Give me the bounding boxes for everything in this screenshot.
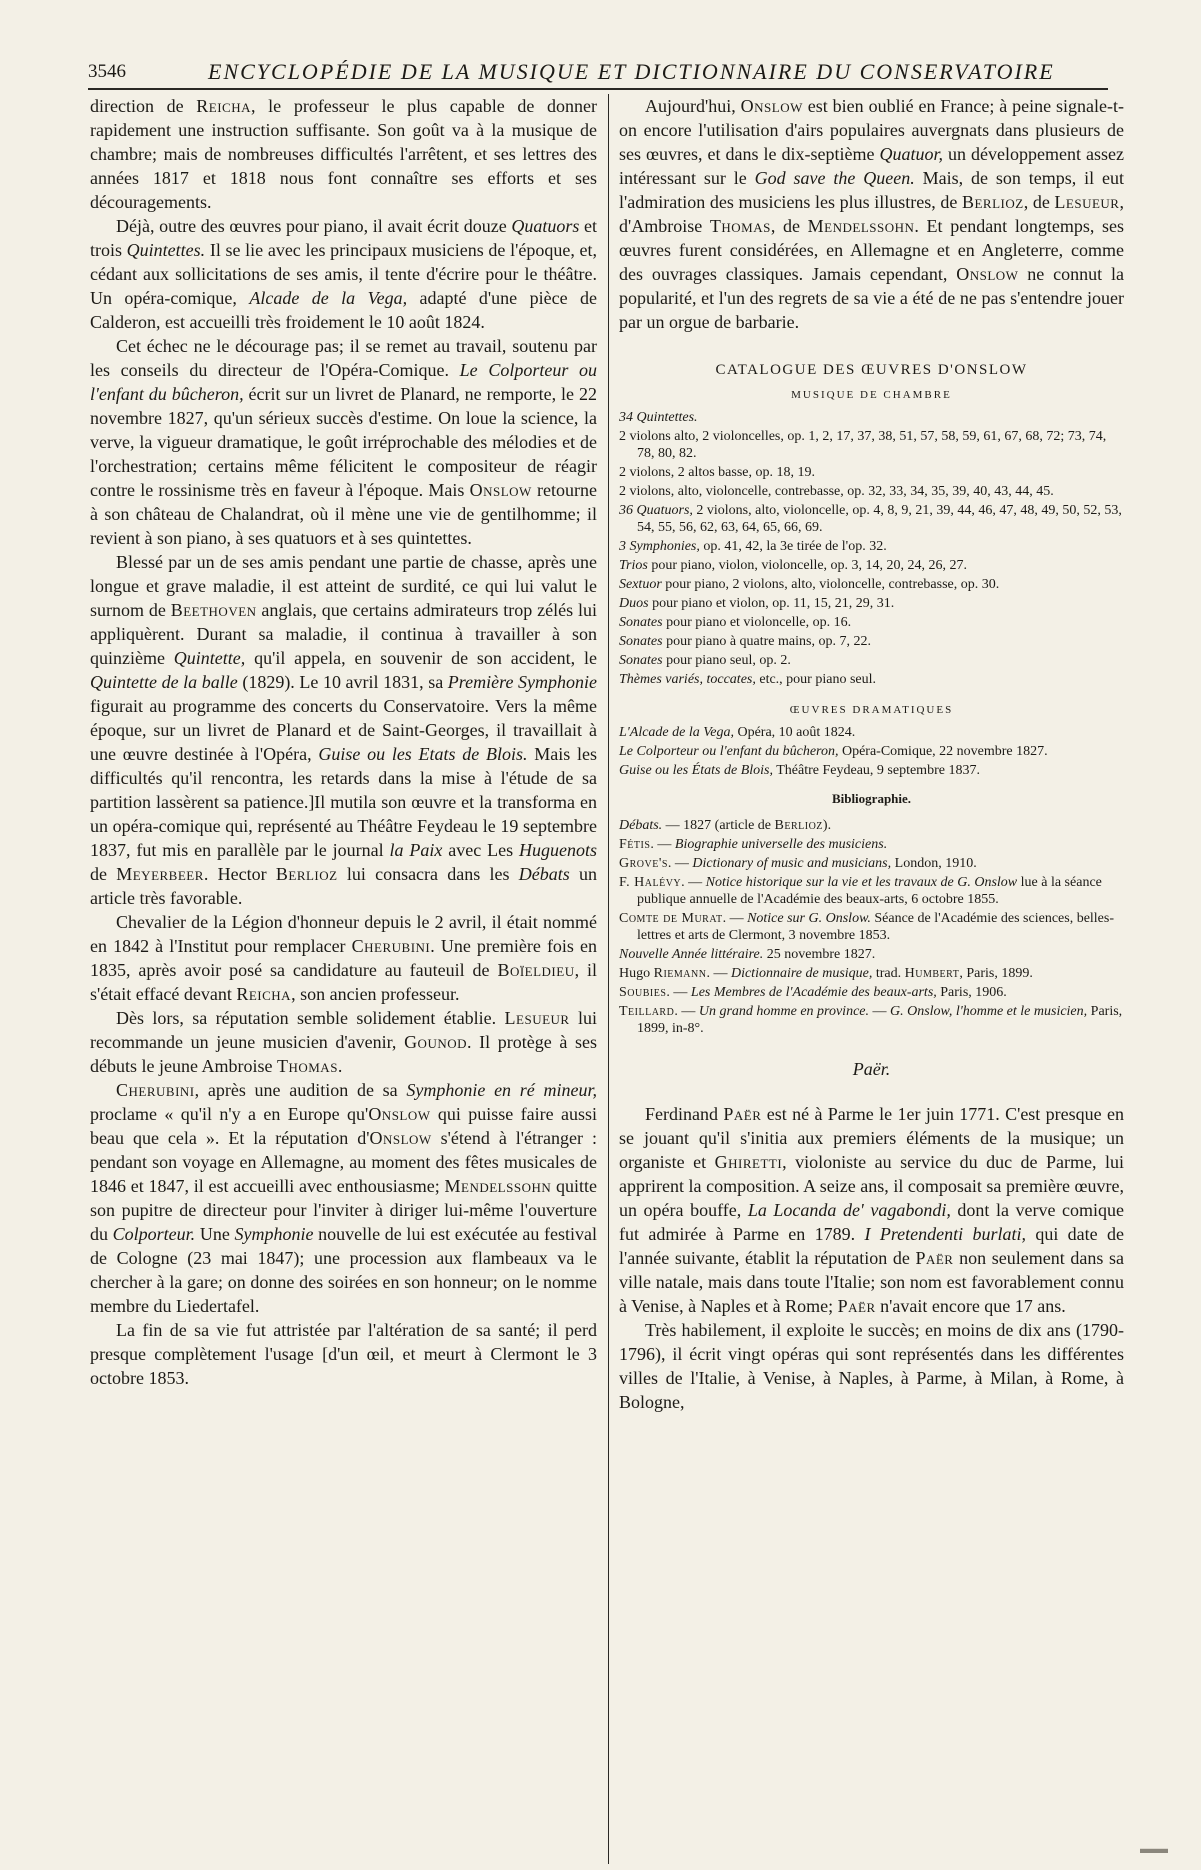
text-run: est né à Parme le 1er juin 1771. C'est presque en se jouant qu'il s'initia aux premiers éléments de la musique; un organiste et	[619, 1104, 1125, 1172]
text-run: Aujourd'hui,	[645, 96, 741, 116]
catalogue-item	[619, 483, 1124, 500]
italic-title: Colporteur.	[112, 1224, 196, 1244]
small-caps-name: Onslow	[368, 1104, 431, 1124]
italic-title: 34 Quintettes.	[619, 410, 698, 425]
catalogue-item	[619, 614, 1124, 631]
text-run: 2 violons, 2 altos basse, op. 18, 19.	[619, 465, 815, 480]
small-caps-name: Riemann	[653, 966, 707, 981]
body-paragraph	[90, 550, 597, 910]
text-run: 25 novembre 1827.	[763, 947, 876, 962]
text-run: écrit sur un livret de Planard, ne remporte, le 22 novembre 1827, qu'un sérieux succès d'estime. On loue la science, la verve, la vigueur dramatique, le goût irréprochable des mélodies et de l'orchestration; certains même félicitent le compositeur de réagir contre le rossinisme très en faveur à l'époque. Mais	[90, 384, 597, 500]
text-run: figurait au programme des concerts du Conservatoire. Vers la même époque, sur un livret de Planard et de Saint-Georges, il travaillait à une œuvre destinée à l'Opéra,	[90, 696, 597, 764]
small-caps-name: Berlioz	[774, 818, 823, 833]
small-caps-name: Fétis	[619, 837, 651, 852]
text-run: . —	[681, 875, 706, 890]
body-paragraph	[90, 94, 597, 214]
italic-title: Sonates	[619, 634, 663, 649]
text-run: Ferdinand	[645, 1104, 724, 1124]
text-run: qui puisse faire aussi beau que cela ». Et la réputation d'	[90, 1104, 598, 1148]
column-divider	[608, 94, 609, 1864]
small-caps-name: Thomas	[709, 216, 771, 236]
catalogue-item	[619, 724, 1124, 741]
text-run: quitte son pupitre de directeur pour l'inviter à diriger lui-même l'ouverture du	[90, 1176, 597, 1244]
text-run: proclame « qu'il n'y a en Europe qu'	[90, 1104, 369, 1124]
small-caps-name: Paër	[915, 1248, 954, 1268]
text-run: nouvelle de lui est exécutée au festival de Cologne (23 mai 1847); une procession aux flambeaux va le chercher à la gare; on donne des soirées en son honneur; on le nomme membre du Liedertafel.	[90, 1224, 597, 1316]
italic-title: Biographie universelle des musiciens.	[674, 837, 888, 852]
dramatic-works-heading: ŒUVRES DRAMATIQUES	[789, 704, 954, 716]
small-caps-name: Cherubini	[116, 1080, 195, 1100]
text-run: —	[869, 1004, 890, 1019]
text-run: , violoniste au service du duc de Parme, lui apprirent la composition. A seize ans, il composait sa première œuvre, un opéra bouffe,	[619, 1152, 1124, 1220]
italic-title: Dictionary of music and musicians,	[692, 856, 892, 871]
catalogue-item	[619, 633, 1124, 650]
small-caps-name: Thomas	[276, 1056, 338, 1076]
text-run: direction de	[90, 96, 197, 116]
body-paragraph	[619, 1318, 1124, 1414]
text-run: , de	[1023, 192, 1055, 212]
bibliography-item	[619, 1003, 1124, 1037]
text-run: Séance de l'Académie des sciences, belles-lettres et arts de Clermont, 3 novembre 1853.	[637, 911, 1115, 943]
text-run: pour piano, 2 violons, alto, violoncelle, contrebasse, op. 30.	[661, 577, 1000, 592]
body-paragraph	[90, 214, 597, 334]
text-run: etc., pour piano seul.	[755, 672, 876, 687]
italic-title: Dictionnaire de musique,	[730, 966, 873, 981]
small-caps-name: F. Halévy	[619, 875, 682, 890]
italic-title: Quatuor,	[879, 144, 944, 164]
italic-title: Débats	[518, 864, 570, 884]
catalogue-item	[619, 557, 1124, 574]
italic-title: Symphonie en ré mineur,	[406, 1080, 597, 1100]
paer-article	[619, 1102, 1124, 1414]
bibliography-list	[619, 817, 1124, 1037]
text-run: , le professeur le plus capable de donner rapidement une instruction suffisante. Son goût va à la musique de chambre; mais de nombreuses difficultés l'arrêtent, et ses lettres des années 1817 et 1818 nous font connaître ses efforts et ses découragements.	[90, 96, 597, 212]
italic-title: Sonates	[619, 653, 663, 668]
catalogue-item	[619, 595, 1124, 612]
text-run: , après une audition de sa	[194, 1080, 407, 1100]
small-caps-name: Berlioz	[275, 864, 338, 884]
small-caps-name: Ghiretti	[714, 1152, 783, 1172]
page-number: 3546	[88, 61, 126, 82]
italic-title: La Locanda de' vagabondi,	[747, 1200, 951, 1220]
text-run: ne connut la popularité, et l'un des regrets de sa vie a été de ne pas s'entendre jouer par un orgue de barbarie.	[619, 264, 1124, 332]
bibliography-heading: Bibliographie.	[831, 791, 912, 806]
text-run: 2 violons, alto, violoncelle, contrebasse, op. 32, 33, 34, 35, 39, 40, 43, 44, 45.	[619, 484, 1054, 499]
italic-title: Trios	[619, 558, 648, 573]
text-run: qu'il appela, en souvenir de son accident, le	[245, 648, 597, 668]
body-paragraph	[90, 1318, 597, 1390]
italic-title: 36 Quatuors,	[619, 503, 693, 518]
text-run: (1829). Le 10 avril 1831, sa	[237, 672, 448, 692]
text-run: Théâtre Feydeau, 9 septembre 1837.	[773, 763, 980, 778]
text-run: . —	[722, 911, 748, 926]
text-run: ).	[822, 818, 832, 833]
running-header	[88, 58, 1108, 86]
small-caps-name: Lesueur	[504, 1008, 570, 1028]
text-run: Mais les difficultés qu'il rencontra, les retards dans la mise à l'étude de sa partition lassèrent sa patience.]Il mutila son œuvre et la transforma en un opéra-comique qui, représenté au Théâtre Feydeau le 19 septembre 1837, fut mis en parallèle par le journal	[90, 744, 598, 860]
italic-title: 3 Symphonies,	[619, 539, 700, 554]
small-caps-name: Paër	[837, 1296, 876, 1316]
italic-title: Débats.	[619, 818, 663, 833]
onslow-closing-paragraph	[619, 94, 1124, 334]
text-run: Dès lors, sa réputation semble solidement établie.	[116, 1008, 505, 1028]
chamber-music-heading: MUSIQUE DE CHAMBRE	[791, 389, 952, 401]
text-run: . Et pendant longtemps, ses œuvres furent considérées, en Allemagne et en Angleterre, comme des ouvrages classiques. Jamais cependant,	[619, 216, 1124, 284]
text-run: avec Les	[442, 840, 519, 860]
catalogue-item	[619, 576, 1124, 593]
italic-title: Symphonie	[234, 1224, 314, 1244]
small-caps-name: Lesueur	[1054, 192, 1120, 212]
bibliography-item	[619, 946, 1124, 963]
italic-title: Notice historique sur la vie et les travaux de G. Onslow	[705, 875, 1018, 890]
section-title: Paër.	[852, 1059, 891, 1079]
italic-title: Quintettes.	[126, 240, 206, 260]
text-run: Opéra-Comique, 22 novembre 1827.	[838, 744, 1048, 759]
text-run: , de	[770, 216, 808, 236]
text-run: n'avait encore que 17 ans.	[875, 1296, 1066, 1316]
bibliography-item	[619, 817, 1124, 834]
bibliography-item	[619, 855, 1124, 872]
italic-title: Le Colporteur ou l'enfant du bûcheron,	[90, 360, 597, 404]
text-run: . —	[706, 966, 731, 981]
small-caps-name: Teillard	[619, 1004, 675, 1019]
italic-title: L'Alcade de la Vega,	[619, 725, 734, 740]
chamber-music-list	[619, 409, 1124, 688]
text-run: Cet échec ne le décourage pas; il se remet au travail, soutenu par les conseils du directeur de l'Opéra-Comique.	[90, 336, 597, 380]
small-caps-name: Grove's	[619, 856, 668, 871]
italic-title: Huguenots	[519, 840, 597, 860]
italic-title: Sextuor	[619, 577, 662, 592]
text-run: Paris, 1906.	[936, 985, 1007, 1000]
text-run: un développement assez intéressant sur le	[619, 144, 1125, 188]
small-caps-name: Humbert	[904, 966, 960, 981]
text-run: pour piano et violoncelle, op. 16.	[662, 615, 852, 630]
italic-title: God save the Queen.	[754, 168, 915, 188]
catalogue-item	[619, 502, 1124, 536]
text-run: , Paris, 1899.	[959, 966, 1033, 981]
text-run: lui recommande un jeune musicien d'avenir,	[90, 1008, 597, 1052]
bibliography-item	[619, 874, 1124, 908]
text-run: , son ancien professeur.	[291, 984, 460, 1004]
small-caps-name: Onslow	[956, 264, 1019, 284]
text-run: . —	[666, 985, 691, 1000]
text-run: 2 violons, alto, violoncelle, op. 4, 8, 9, 21, 39, 44, 46, 47, 48, 49, 50, 52, 53, 54, 55, 56, 62, 63, 64, 65, 66, 69.	[637, 503, 1122, 535]
text-run: 2 violons alto, 2 violoncelles, op. 1, 2, 17, 37, 38, 51, 57, 58, 59, 61, 67, 68, 72; 73, 74, 78, 80, 82.	[619, 429, 1107, 461]
text-run: . —	[667, 856, 693, 871]
text-run: , il s'était effacé devant	[90, 960, 597, 1004]
italic-title: Thèmes variés, toccates,	[619, 672, 756, 687]
italic-title: Alcade de la Vega,	[249, 288, 408, 308]
small-caps-name: Mendelssohn	[444, 1176, 552, 1196]
text-run: est bien oublié en France; à peine signale-t-on encore l'utilisation d'airs populaires auvergnats dans plusieurs de ses œuvres, et dans le dix-septième	[619, 96, 1124, 164]
italic-title: I Pretendenti burlati,	[864, 1224, 1026, 1244]
small-caps-name: Meyerbeer	[116, 864, 204, 884]
italic-title: Quatuors	[511, 216, 580, 236]
text-run: Il se lie avec les principaux musiciens de l'époque, et, cédant aux sollicitations de ses amis, il tente d'écrire pour le théâtre. Un opéra-comique,	[90, 240, 597, 308]
bibliography-item	[619, 965, 1124, 982]
page-mark: ▬▬	[1140, 1842, 1168, 1857]
text-run: Chevalier de la Légion d'honneur depuis le 2 avril, il était nommé en 1842 à l'Institut pour remplacer	[90, 912, 597, 956]
dramatic-works-list	[619, 724, 1124, 779]
text-run: Mais, de son temps, il eut l'admiration des musiciens les plus illustres, de	[619, 168, 1125, 212]
text-run: de	[90, 864, 117, 884]
bibliography-item	[619, 984, 1124, 1001]
text-run: trad.	[872, 966, 905, 981]
body-paragraph	[619, 1102, 1124, 1318]
text-run: non seulement dans sa ville natale, mais dans toute l'Italie; son nom est favorablement connu à Venise, à Naples et à Rome;	[619, 1248, 1124, 1316]
small-caps-name: Reicha	[196, 96, 252, 116]
catalogue-title: CATALOGUE DES ŒUVRES D'ONSLOW	[715, 362, 1028, 378]
text-run: . Une première fois en 1835, après avoir posé sa candidature au fauteuil de	[90, 936, 598, 980]
catalogue-item	[619, 409, 1124, 426]
catalogue-item	[619, 743, 1124, 760]
small-caps-name: Mendelssohn	[807, 216, 915, 236]
italic-title: Duos	[619, 596, 649, 611]
text-run: . —	[674, 1004, 699, 1019]
small-caps-name: Soubies	[619, 985, 667, 1000]
body-paragraph	[90, 1006, 597, 1078]
header-rule	[88, 88, 1108, 90]
text-run: pour piano seul, op. 2.	[662, 653, 791, 668]
small-caps-name: Reicha	[236, 984, 292, 1004]
text-run: . Hector	[203, 864, 276, 884]
body-paragraph	[90, 334, 597, 550]
text-run: , d'Ambroise	[619, 192, 1124, 236]
text-run: .	[337, 1056, 343, 1076]
small-caps-name: Beethoven	[170, 600, 257, 620]
small-caps-name: Comte de Murat	[619, 911, 723, 926]
small-caps-name: Paër	[723, 1104, 762, 1124]
text-run: — 1827 (article de	[662, 818, 775, 833]
italic-title: Sonates	[619, 615, 663, 630]
catalogue-item	[619, 538, 1124, 555]
text-run: pour piano, violon, violoncelle, op. 3, 14, 20, 24, 26, 27.	[647, 558, 968, 573]
italic-title: Nouvelle Année littéraire.	[619, 947, 764, 962]
text-run: dont la verve comique fut admirée à Parme en 1789.	[619, 1200, 1125, 1244]
running-title: ENCYCLOPÉDIE DE LA MUSIQUE ET DICTIONNAIRE DU CONSERVATOIRE	[208, 59, 1055, 84]
italic-title: Le Colporteur ou l'enfant du bûcheron,	[619, 744, 839, 759]
catalogue-item	[619, 671, 1124, 688]
text-run: lue à la séance publique annuelle de l'Académie des beaux-arts, 6 octobre 1855.	[637, 875, 1102, 907]
left-column	[90, 94, 597, 1390]
italic-title: Un grand homme en province.	[698, 1004, 869, 1019]
text-run: . —	[650, 837, 675, 852]
body-paragraph	[90, 1078, 597, 1318]
text-run: et trois	[90, 216, 597, 260]
italic-title: Les Membres de l'Académie des beaux-arts,	[690, 985, 937, 1000]
text-run: op. 41, 42, la 3e tirée de l'op. 32.	[699, 539, 887, 554]
text-run: Très habilement, il exploite le succès; en moins de dix ans (1790-1796), il écrit vingt opéras qui sont représentés dans les différentes villes de l'Italie, à Venise, à Naples, à Parme, à Milan, à Rome, à Bologne,	[619, 1320, 1124, 1412]
small-caps-name: Onslow	[369, 1128, 432, 1148]
small-caps-name: Cherubini	[351, 936, 431, 956]
text-run: La fin de sa vie fut attristée par l'altération de sa santé; il perd presque complètement l'usage [d'un œil, et meurt à Clermont le 3 octobre 1853.	[90, 1320, 597, 1388]
italic-title: G. Onslow, l'homme et le musicien,	[890, 1004, 1088, 1019]
text-run: lui consacra dans les	[337, 864, 519, 884]
text-run: un article très favorable.	[90, 864, 597, 908]
text-run: . Il protège à ses débuts le jeune Ambroise	[90, 1032, 597, 1076]
catalogue-item	[619, 464, 1124, 481]
text-run: anglais, que certains admirateurs trop zélés lui appliquèrent. Durant sa maladie, il continua à travailler à son quinzième	[90, 600, 597, 668]
text-run: Blessé par un de ses amis pendant une partie de chasse, après une longue et grave maladie, il est atteint de surdité, ce qui lui valut le surnom de	[90, 552, 597, 620]
text-run: Déjà, outre des œuvres pour piano, il avait écrit douze	[116, 216, 512, 236]
body-paragraph	[90, 910, 597, 1006]
right-column	[619, 94, 1124, 1414]
catalogue-item	[619, 652, 1124, 669]
text-run: Opéra, 10 août 1824.	[733, 725, 856, 740]
italic-title: Quintette de la balle	[90, 672, 238, 692]
bibliography-item	[619, 836, 1124, 853]
small-caps-name: Boïeldieu	[497, 960, 575, 980]
small-caps-name: Gounod	[404, 1032, 468, 1052]
catalogue-item	[619, 762, 1124, 779]
text-run: London, 1910.	[891, 856, 977, 871]
text-run: retourne à son château de Chalandrat, où il mène une vie de gentilhomme; il revient à son piano, à ses quatuors et à ses quintettes.	[90, 480, 597, 548]
bibliography-item	[619, 910, 1124, 944]
text-run: qui date de l'année suivante, établit la réputation de	[619, 1224, 1124, 1268]
text-run: Une	[195, 1224, 235, 1244]
text-run: Paris, 1899, in-8°.	[637, 1004, 1123, 1036]
text-run: pour piano à quatre mains, op. 7, 22.	[662, 634, 871, 649]
text-run: pour piano et violon, op. 11, 15, 21, 29, 31.	[648, 596, 895, 611]
italic-title: Quintette,	[173, 648, 246, 668]
text-run: s'étend à l'étranger : pendant son voyage en Allemagne, au moment des fêtes musicales de 1846 et 1847, il est accueilli avec enthousiasme;	[90, 1128, 597, 1196]
small-caps-name: Onslow	[740, 96, 803, 116]
italic-title: Notice sur G. Onslow.	[747, 911, 871, 926]
catalogue-item	[619, 428, 1124, 462]
italic-title: Première Symphonie	[447, 672, 597, 692]
small-caps-name: Berlioz	[961, 192, 1024, 212]
text-run: adapté d'une pièce de Calderon, est accueilli très froidement le 10 août 1824.	[90, 288, 597, 332]
italic-title: Guise ou les États de Blois,	[619, 763, 773, 778]
italic-title: la Paix	[389, 840, 443, 860]
text-run: Hugo	[619, 966, 654, 981]
italic-title: Guise ou les Etats de Blois.	[318, 744, 528, 764]
small-caps-name: Onslow	[469, 480, 532, 500]
